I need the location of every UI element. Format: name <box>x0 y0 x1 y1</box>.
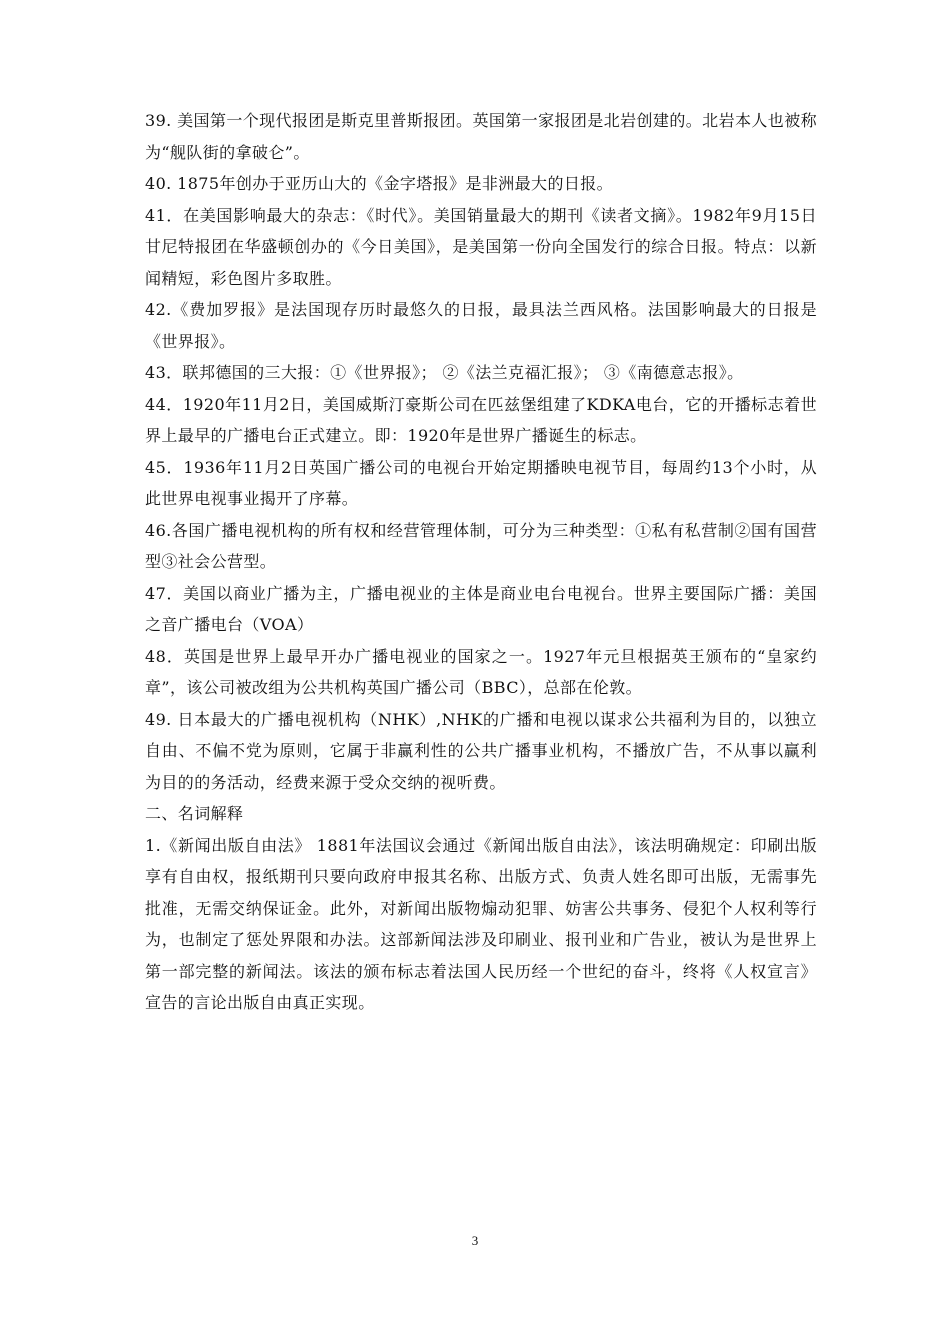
paragraph-42: 42.《费加罗报》是法国现存历时最悠久的日报，最具法兰西风格。法国影响最大的日报是《世界报》。 <box>145 300 817 351</box>
section-heading: 二、名词解释 <box>145 804 244 823</box>
paragraph-44: 44．1920年11月2日，美国威斯汀豪斯公司在匹兹堡组建了KDKA电台，它的开播标志着世界上最早的广播电台正式建立。即：1920年是世界广播诞生的标志。 <box>145 394 817 445</box>
paragraph-48: 48．英国是世界上最早开办广播电视业的国家之一。1927年元旦根据英王颁布的“皇家约章”，该公司被改组为公共机构英国广播公司（BBC），总部在伦敦。 <box>145 646 817 697</box>
paragraph-39: 39. 美国第一个现代报团是斯克里普斯报团。英国第一家报团是北岩创建的。北岩本人也被称为“舰队街的拿破仑”。 <box>145 111 817 162</box>
paragraph-41: 41．在美国影响最大的杂志：《时代》。美国销量最大的期刊《读者文摘》。1982年9月15日甘尼特报团在华盛顿创办的《今日美国》，是美国第一份向全国发行的综合日报。特点：以新闻精短，彩色图片多取胜。 <box>145 205 817 288</box>
paragraph-43: 43．联邦德国的三大报：①《世界报》； ②《法兰克福汇报》； ③《南德意志报》。 <box>145 363 744 382</box>
paragraph-49: 49. 日本最大的广播电视机构（NHK）,NHK的广播和电视以谋求公共福利为目的，以独立自由、不偏不党为原则，它属于非赢利性的公共广播事业机构，不播放广告，不从事以赢利为目的的务活动，经费来源于受众交纳的视听费。 <box>145 709 817 792</box>
page-number: 3 <box>471 1233 479 1248</box>
paragraph-40: 40. 1875年创办于亚历山大的《金字塔报》是非洲最大的日报。 <box>145 174 614 193</box>
definition-paragraph: 1.《新闻出版自由法》 1881年法国议会通过《新闻出版自由法》，该法明确规定：印刷出版享有自由权，报纸期刊只要向政府申报其名称、出版方式、负责人姓名即可出版，无需事先批准，无需交纳保证金。此外，对新闻出版物煽动犯罪、妨害公共事务、侵犯个人权利等行为，也制定了惩处界限和办法。这部新闻法涉及印刷业、报刊业和广告业，被认为是世界上第一部完整的新闻法。该法的颁布标志着法国人民历经一个世纪的奋斗，终将《人权宣言》宣告的言论出版自由真正实现。 <box>145 835 817 1012</box>
page-body <box>145 105 817 1019</box>
paragraph-47: 47．美国以商业广播为主，广播电视业的主体是商业电台电视台。世界主要国际广播：美国之音广播电台（VOA） <box>145 583 817 634</box>
paragraph-45: 45．1936年11月2日英国广播公司的电视台开始定期播映电视节目，每周约13个小时，从此世界电视事业揭开了序幕。 <box>145 457 817 508</box>
paragraph-46: 46.各国广播电视机构的所有权和经营管理体制，可分为三种类型：①私有私营制②国有国营型③社会公营型。 <box>145 520 817 571</box>
